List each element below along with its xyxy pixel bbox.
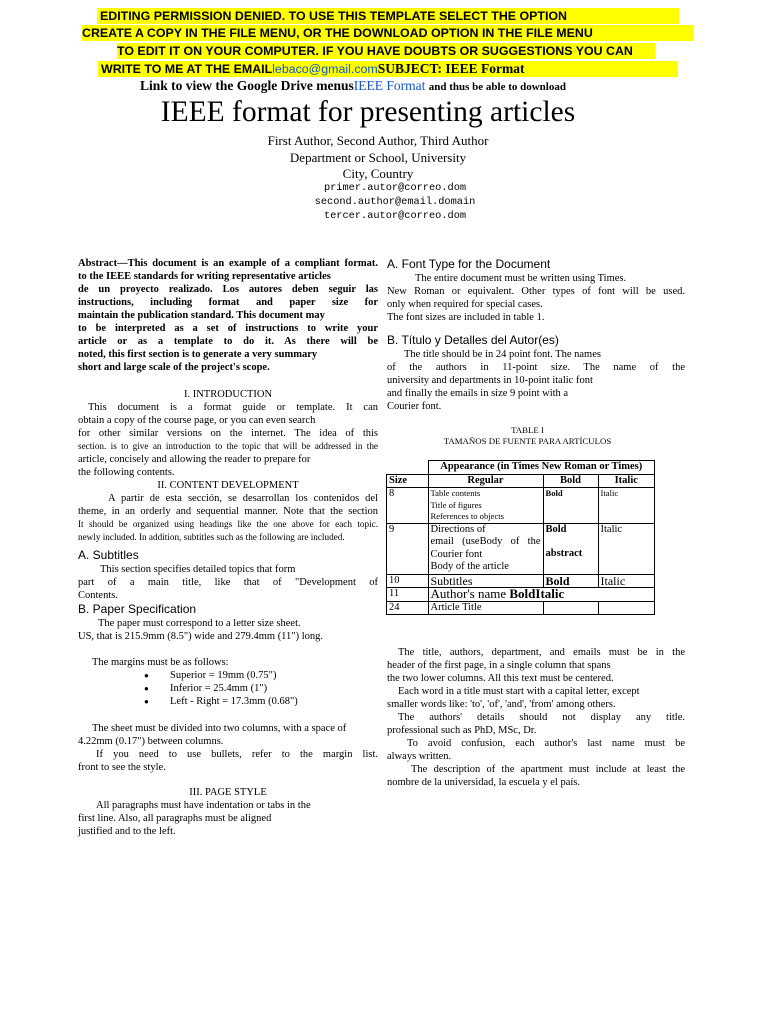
author-email-2: second.author@email.domain [314,196,476,208]
ieee-format-link[interactable]: IEEE Format [353,78,426,93]
table-caption [386,425,669,447]
table-group-header: Appearance (in Times New Roman or Times) [428,461,655,475]
column-header-bold: Bold [543,474,598,488]
permission-banner-line-3: TO EDIT IT ON YOUR COMPUTER. IF YOU HAVE DOUBTS OR SUGGESTIONS YOU CAN [117,43,655,59]
permission-banner-line-2: CREATE A COPY IN THE FILE MENU, OR THE DOWNLOAD OPTION IN THE FILE MENU [82,25,694,41]
column-header-size: Size [387,474,429,488]
table-row: 11 Author's name BoldItalic [387,588,655,602]
right-column: A. Font Type for the Document The entire document must be written using Times. New Roman or equivalent. Other types of font will be used. only when required for special cases. The font sizes are included in table 1. B. Título y Detalles del Autor(es) The title should be in 24 point font. The names of the authors in 11-point size. The name of the university and departments in 10-point italic font and finally the emails in size 9 point with a Courier font. [387,257,685,412]
list-item: ● Inferior = 25.4mm (1") [144,682,378,695]
location: City, Country [342,166,414,181]
margins-list [144,669,378,708]
table-row: 8 Table contents Title of figures References to objects Bold Italic [387,488,655,524]
table-row: 24 Article Title [387,601,655,615]
department: Department or School, University [289,150,467,165]
section-heading-content-development: II. CONTENT DEVELOPMENT [157,480,299,491]
right-column-continued: The title, authors, department, and emails must be in the header of the first page, in a single column that spans the two lower columns. All this text must be centered. Each word in a title must start with a capital letter, except smaller words like: 'to', 'of', 'and', 'from' among others. The authors' details should not display any title. professional such as PhD, MSc, Dr. To avoid confusion, each author's last name must be always written. The description of the apartment must include at least the nombre de la universidad, la escuela y el país. [387,647,685,788]
subsection-heading-title-authors: B. Título y Detalles del Autor(es) [387,333,559,347]
author-email-1: primer.autor@correo.dom [323,182,467,194]
left-column: Abstract—This document is an example of a compliant format. to the IEEE standards for writing representative articles de un proyecto realizado. Los autores deben seguir las instructions, including format and paper size for maintain the publication standard. This document may to be interpreted as a set of instructions to write your article or as a template to do it. As there will be noted, this first section is to generate a very summary short and large scale of the project's scope. I. INTRODUCTION This document is a format guide or template. It can obtain a copy of the course page, or you can even search for other similar versions on the internet. The idea of this section. is to give an introduction to the topic that will be addressed in the article, concisely and allowing the reader to prepare for the following contents. II. CONTENT DEVELOPMENT A partir de esta sección, se desarrollan los contenidos del theme, in an orderly and sequential manner. Note that the section It should be organized using headings like the one above for each topic. newly included. In addition, subtitles such as the following are included. A. Subtitles This section specifies detailed topics that form part of a main title, like that of "Development of Contents. B. Paper Specification The paper must correspond to a letter size sheet. US, that is 215.9mm (8.5") wide and 279.4mm (11") long. The margins must be as follows: ● Superior = 19mm (0.75") ● Inferior = 25.4mm (1") ● Left - Right = 17.3mm (0.68") The sheet must be divided into two columns, with a space of 4.22mm (0.17") between columns. If you need to use bullets, refer to the margin list. front to see the style. III. PAGE STYLE All paragraphs must have indentation or tabs in the first line. Also, all paragraphs must be aligned justified and to the left. [78,257,378,838]
table-label: TABLE I [511,425,544,435]
drive-link-line: Link to view the Google Drive menusIEEE Format and thus be able to download [140,78,566,93]
column-header-regular: Regular [428,474,543,488]
permission-banner-line-1: EDITING PERMISSION DENIED. TO USE THIS TEMPLATE SELECT THE OPTION [97,8,679,24]
article-title: IEEE format for presenting articles [160,96,576,128]
subsection-heading-paper: B. Paper Specification [78,602,197,616]
list-item: ● Superior = 19mm (0.75") [144,669,378,682]
permission-banner-line-4: WRITE TO ME AT THE EMAILlebaco@gmail.comSUBJECT: IEEE Format [98,61,678,77]
subsection-heading-font-type: A. Font Type for the Document [387,257,551,271]
column-header-italic: Italic [598,474,655,488]
author-email-3: tercer.autor@correo.dom [323,210,467,222]
list-item: ● Left - Right = 17.3mm (0.68") [144,695,378,708]
table-row [387,461,655,475]
subsection-heading-subtitles: A. Subtitles [78,548,139,562]
abstract: Abstract—This document is an example of a compliant format. to the IEEE standards for writing representative articles de un proyecto realizado. Los autores deben seguir las instructions, including format and paper size for maintain the publication standard. This document may to be interpreted as a set of instructions to write your article or as a template to do it. As there will be noted, this first section is to generate a very summary short and large scale of the project's scope. [78,258,378,373]
table-row [387,474,655,488]
table-row: 10 Subtitles Bold Italic [387,574,655,588]
font-size-table [386,460,655,615]
table-title: TAMAÑOS DE FUENTE PARA ARTÍCULOS [443,436,612,446]
authors: First Author, Second Author, Third Author [267,133,489,148]
table-row: 9 Directions of email (useBody of the Courier font Body of the article Bold abstract Italic [387,523,655,574]
email-link[interactable]: lebaco@gmail.com [272,62,378,76]
section-heading-introduction: I. INTRODUCTION [183,389,273,400]
section-heading-page-style: III. PAGE STYLE [189,787,267,798]
